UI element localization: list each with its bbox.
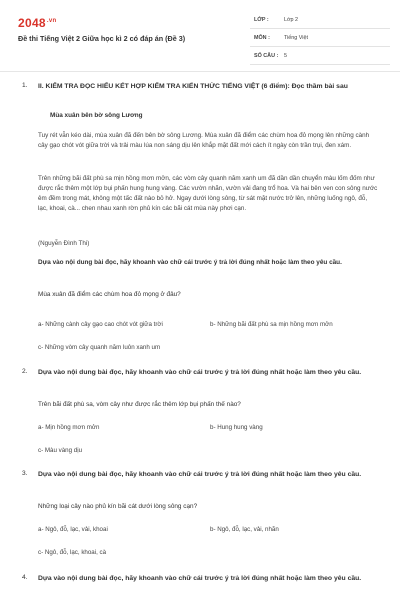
meta-label: SỐ CÂU : bbox=[254, 53, 279, 59]
question-instruction: Dựa vào nội dung bài đọc, hãy khoanh vào chữ cái trước ý trả lời đúng nhất hoặc làm theo yêu cầu. bbox=[38, 259, 342, 266]
passage-paragraph: Trên những bãi đất phù sa mịn hồng mơn mởn, các vòm cây quanh năm xanh um đã dần dần chuyển màu lốm đốm như được rắc thêm một lớp bụi phấn hung hung vàng. Các vườn nhãn, vườn vải đang trổ hoa. Và hai bên ven con sông nước êm đềm trong mát, không một tấc đất nào bỏ hở. Ngay dưới lòng sông, từ sát mặt nước trở lên, những luống ngô, đỗ, lạc, khoai, cà... chen nhau xanh rờn phủ kín các bãi cát mùa này phơi cạn. bbox=[38, 175, 378, 212]
meta-label: LỚP : bbox=[254, 17, 269, 23]
answer-option-b[interactable]: b- Ngô, đỗ, lạc, vải, nhãn bbox=[210, 526, 279, 533]
question-2 bbox=[18, 368, 382, 458]
question-heading: Dựa vào nội dung bài đọc, hãy khoanh vào chữ cái trước ý trả lời đúng nhất hoặc làm theo yêu cầu. bbox=[38, 471, 362, 478]
answer-option-c[interactable]: c- Ngô, đỗ, lạc, khoai, cà bbox=[38, 549, 107, 556]
exam-meta bbox=[250, 14, 390, 68]
answer-option-c[interactable]: c- Những vòm cây quanh năm luôn xanh um bbox=[38, 344, 161, 351]
document-title: Đề thi Tiếng Việt 2 Giữa học kì 2 có đáp án (Đề 3) bbox=[18, 34, 186, 43]
question-number: 3. bbox=[22, 470, 28, 477]
answer-option-a[interactable]: a- Ngô, đỗ, lạc, vải, khoai bbox=[38, 526, 108, 533]
header-divider bbox=[0, 71, 400, 72]
question-heading: II. KIỂM TRA ĐỌC HIỂU KẾT HỢP KIỂM TRA KIẾN THỨC TIẾNG VIỆT (6 điểm): Đọc thầm bài sau bbox=[38, 83, 348, 90]
passage-paragraph: Tuy rét vẫn kéo dài, mùa xuân đã đến bên bờ sông Lương. Mùa xuân đã điểm các chùm hoa đỏ mọng lên những cành cây gạo chót vót giữa trời và trải màu lúa non sáng dịu lên khắp mặt đất mới cách ít ngày còn trần trụi, đen xám. bbox=[38, 132, 370, 149]
question-1 bbox=[18, 82, 382, 352]
answer-option-a[interactable]: a- Những cành cây gạo cao chót vót giữa trời bbox=[38, 321, 163, 328]
question-4 bbox=[18, 574, 382, 598]
question-number: 2. bbox=[22, 368, 28, 375]
meta-row-question-count bbox=[250, 50, 390, 65]
meta-label: MÔN : bbox=[254, 35, 270, 41]
meta-row-subject bbox=[250, 32, 390, 47]
site-logo[interactable]: $2048^{.vn}$ bbox=[18, 16, 57, 30]
answer-option-b[interactable]: b- Hung hung vàng bbox=[210, 424, 263, 431]
question-number: 4. bbox=[22, 574, 28, 581]
answer-option-b[interactable]: b- Những bãi đất phù sa mịn hồng mơn mởn bbox=[210, 321, 333, 328]
meta-value: Lớp 2 bbox=[284, 17, 299, 23]
meta-value: Tiếng Việt bbox=[284, 35, 308, 41]
meta-value: 5 bbox=[284, 53, 287, 59]
header bbox=[0, 0, 400, 62]
question-prompt: Những loại cây nào phủ kín bãi cát dưới lòng sông cạn? bbox=[38, 503, 198, 510]
question-prompt: Mùa xuân đã điểm các chùm hoa đỏ mọng ở đâu? bbox=[38, 291, 181, 298]
question-heading: Dựa vào nội dung bài đọc, hãy khoanh vào chữ cái trước ý trả lời đúng nhất hoặc làm theo yêu cầu. bbox=[38, 575, 362, 582]
question-prompt: Trên bãi đất phù sa, vòm cây như được rắc thêm lớp bụi phấn thế nào? bbox=[38, 401, 241, 408]
question-3 bbox=[18, 470, 382, 560]
question-number: 1. bbox=[22, 82, 28, 89]
question-heading: Dựa vào nội dung bài đọc, hãy khoanh vào chữ cái trước ý trả lời đúng nhất hoặc làm theo yêu cầu. bbox=[38, 369, 362, 376]
passage-source: (Nguyễn Đình Thi) bbox=[38, 240, 90, 247]
answer-option-c[interactable]: c- Màu vàng dịu bbox=[38, 447, 83, 454]
answer-option-a[interactable]: a- Mịn hồng mơn mởn bbox=[38, 424, 100, 431]
passage-title: Mùa xuân bên bờ sông Lương bbox=[50, 112, 143, 119]
meta-row-grade bbox=[250, 14, 390, 29]
